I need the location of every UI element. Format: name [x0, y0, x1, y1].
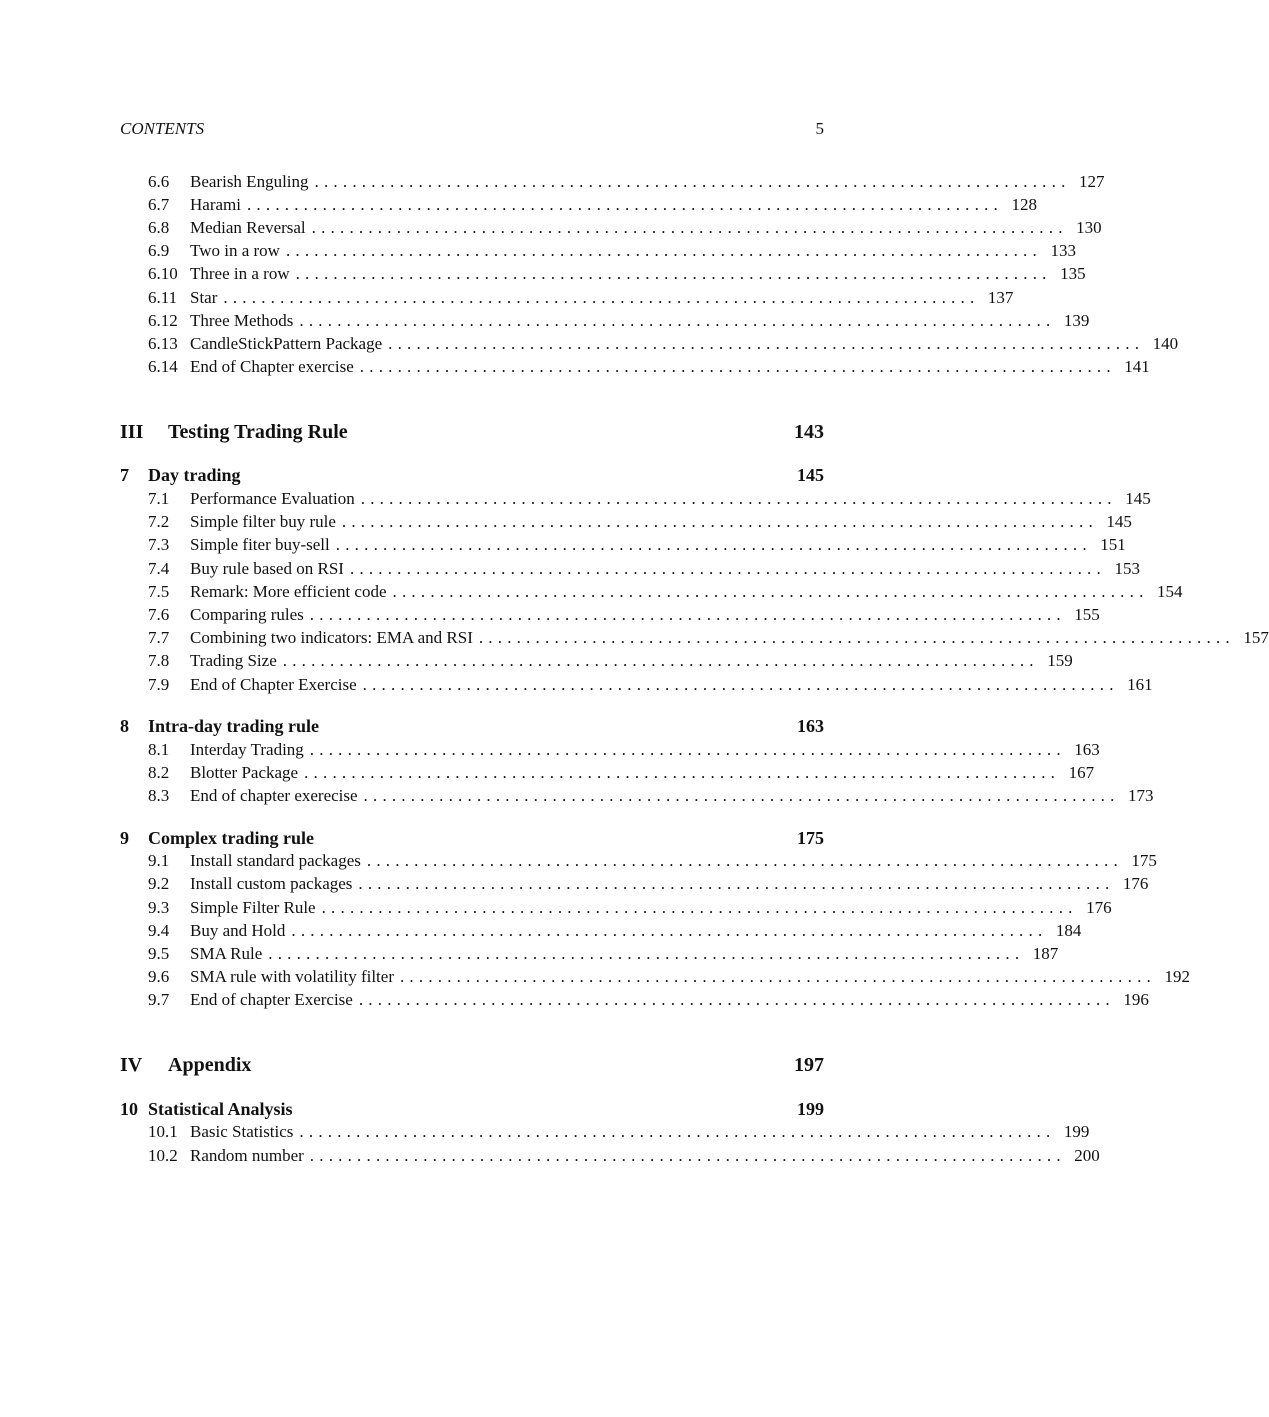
- toc-section-entry[interactable]: [120, 919, 1082, 942]
- dot-leader: ................................................................................: [309, 605, 1066, 624]
- dot-leader: ................................................................................: [223, 287, 980, 307]
- dot-leader: ................................................................................: [388, 333, 1145, 353]
- entry-page-number: 133: [1050, 241, 1076, 261]
- entry-page-number: 145: [797, 465, 824, 486]
- dot-leader: ................................................................................: [341, 512, 1098, 532]
- entry-number: 7: [120, 465, 129, 486]
- entry-title: CandleStickPattern Package: [190, 333, 383, 353]
- entry-title: Random number: [190, 1145, 304, 1165]
- entry-page-number: 145: [1106, 512, 1132, 532]
- toc-section-entry[interactable]: [120, 1144, 1100, 1167]
- dot-leader: ................................................................................: [268, 944, 1025, 964]
- toc-section-entry[interactable]: [120, 309, 1090, 332]
- entry-title: Intra-day trading rule: [148, 716, 319, 737]
- entry-number: 7.5: [148, 581, 170, 601]
- entry-page-number: 153: [1114, 558, 1140, 578]
- entry-number: 7.8: [148, 651, 170, 671]
- toc-chapter-entry[interactable]: [120, 827, 824, 850]
- header-title: CONTENTS: [120, 119, 205, 138]
- entry-number: 8.1: [148, 739, 170, 759]
- entry-number: 6.9: [148, 241, 170, 261]
- entry-number: 8: [120, 716, 129, 737]
- entry-page-number: 200: [1074, 1145, 1100, 1165]
- entry-title: Simple filter buy rule: [190, 512, 336, 532]
- dot-leader: ................................................................................: [392, 581, 1149, 601]
- toc-section-entry[interactable]: [120, 534, 1126, 557]
- table-of-contents: [120, 170, 1269, 1167]
- entry-title: Performance Evaluation: [190, 489, 355, 509]
- entry-number: 7.2: [148, 512, 170, 532]
- entry-title: SMA Rule: [190, 944, 263, 964]
- entry-page-number: 175: [1131, 851, 1157, 871]
- entry-page-number: 155: [1074, 605, 1100, 624]
- entry-number: 7.1: [148, 489, 170, 509]
- entry-title: Comparing rules: [190, 605, 304, 624]
- entry-page-number: 140: [1152, 333, 1179, 353]
- entry-title: Blotter Package: [190, 762, 299, 782]
- header-page-number: 5: [815, 119, 824, 138]
- entry-title: Remark: More efficient code: [190, 581, 387, 601]
- toc-section-entry[interactable]: [120, 989, 1149, 1012]
- entry-number: 9: [120, 827, 129, 848]
- toc-section-entry[interactable]: [120, 627, 1269, 650]
- entry-page-number: 159: [1047, 651, 1073, 671]
- entry-page-number: 128: [1011, 194, 1037, 214]
- toc-section-entry[interactable]: [120, 738, 1100, 761]
- dot-leader: ................................................................................: [349, 558, 1106, 578]
- toc-section-entry[interactable]: [120, 873, 1149, 896]
- entry-page-number: 199: [797, 1098, 824, 1119]
- dot-leader: ................................................................................: [246, 194, 1003, 214]
- entry-page-number: 175: [797, 827, 824, 848]
- entry-number: IV: [120, 1054, 143, 1077]
- entry-title: Complex trading rule: [148, 827, 314, 848]
- dot-leader: ................................................................................: [360, 489, 1117, 509]
- entry-number: 7.6: [148, 605, 170, 624]
- entry-number: 9.3: [148, 897, 170, 917]
- entry-title: End of Chapter exercise: [190, 357, 354, 377]
- entry-number: 7.4: [148, 558, 170, 578]
- entry-number: III: [120, 420, 144, 443]
- dot-leader: ................................................................................: [363, 786, 1120, 806]
- entry-page-number: 151: [1100, 535, 1126, 555]
- entry-page-number: 154: [1157, 581, 1183, 601]
- entry-title: Bearish Enguling: [190, 171, 309, 191]
- dot-leader: ................................................................................: [358, 990, 1115, 1010]
- toc-section-entry[interactable]: [120, 286, 1014, 309]
- running-header: [120, 119, 824, 139]
- entry-number: 7.7: [148, 628, 170, 648]
- dot-leader: ................................................................................: [399, 967, 1156, 987]
- entry-number: 9.1: [148, 851, 170, 871]
- entry-title: Simple Filter Rule: [190, 897, 316, 917]
- entry-number: 8.2: [148, 762, 170, 782]
- toc-part-entry[interactable]: [120, 1054, 824, 1078]
- entry-number: 6.7: [148, 194, 170, 214]
- dot-leader: ................................................................................: [366, 851, 1123, 871]
- toc-section-entry[interactable]: [120, 850, 1157, 873]
- entry-title: End of Chapter Exercise: [190, 674, 357, 694]
- entry-title: Three Methods: [190, 310, 294, 330]
- entry-number: 8.3: [148, 786, 170, 806]
- dot-leader: ................................................................................: [321, 897, 1078, 917]
- entry-number: 10.2: [148, 1145, 178, 1165]
- entry-title: Trading Size: [190, 651, 277, 671]
- entry-title: Install custom packages: [190, 874, 353, 894]
- toc-section-entry[interactable]: [120, 603, 1100, 626]
- entry-number: 10.1: [148, 1122, 178, 1142]
- toc-section-entry[interactable]: [120, 761, 1095, 784]
- entry-number: 9.4: [148, 920, 170, 940]
- entry-number: 9.6: [148, 967, 170, 987]
- toc-chapter-entry[interactable]: [120, 464, 824, 487]
- dot-leader: ................................................................................: [358, 874, 1115, 894]
- entry-page-number: 173: [1128, 786, 1154, 806]
- entry-page-number: 141: [1124, 357, 1150, 377]
- toc-section-entry[interactable]: [120, 896, 1112, 919]
- toc-section-entry[interactable]: [120, 557, 1140, 580]
- entry-title: Median Reversal: [190, 217, 306, 237]
- dot-leader: ................................................................................: [282, 651, 1039, 671]
- entry-title: Day trading: [148, 465, 241, 486]
- toc-chapter-entry[interactable]: [120, 715, 824, 738]
- entry-number: 9.7: [148, 990, 170, 1010]
- toc-section-entry[interactable]: [120, 1121, 1090, 1144]
- entry-title: Statistical Analysis: [148, 1098, 293, 1119]
- toc-part-entry[interactable]: [120, 420, 824, 444]
- toc-section-entry[interactable]: [120, 966, 1190, 989]
- entry-page-number: 176: [1086, 897, 1112, 917]
- entry-number: 6.12: [148, 310, 178, 330]
- entry-title: SMA rule with volatility filter: [190, 967, 394, 987]
- toc-section-entry[interactable]: [120, 942, 1059, 965]
- entry-page-number: 187: [1032, 944, 1059, 964]
- entry-title: End of chapter exerecise: [190, 786, 358, 806]
- entry-title: Simple fiter buy-sell: [190, 535, 330, 555]
- toc-section-entry[interactable]: [120, 263, 1086, 286]
- entry-page-number: 139: [1063, 310, 1090, 330]
- entry-number: 6.13: [148, 333, 178, 353]
- entry-page-number: 161: [1127, 674, 1153, 694]
- entry-page-number: 196: [1123, 990, 1149, 1010]
- entry-page-number: 192: [1164, 967, 1190, 987]
- entry-title: Interday Trading: [190, 739, 304, 759]
- entry-title: Buy rule based on RSI: [190, 558, 344, 578]
- entry-page-number: 167: [1068, 762, 1095, 782]
- toc-section-entry[interactable]: [120, 170, 1105, 193]
- entry-title: Buy and Hold: [190, 920, 286, 940]
- entry-number: 6.8: [148, 217, 170, 237]
- toc-section-entry[interactable]: [120, 650, 1073, 673]
- entry-page-number: 135: [1060, 264, 1086, 284]
- entry-page-number: 163: [797, 716, 824, 737]
- entry-page-number: 137: [987, 287, 1014, 307]
- entry-number: 6.6: [148, 171, 170, 191]
- entry-title: Appendix: [168, 1054, 252, 1077]
- entry-title: Three in a row: [190, 264, 290, 284]
- entry-number: 6.11: [148, 287, 178, 307]
- entry-page-number: 157: [1243, 628, 1269, 648]
- dot-leader: ................................................................................: [309, 739, 1066, 759]
- dot-leader: ................................................................................: [295, 264, 1052, 284]
- toc-section-entry[interactable]: [120, 356, 1150, 379]
- toc-section-entry[interactable]: [120, 487, 1151, 510]
- entry-title: Basic Statistics: [190, 1122, 294, 1142]
- entry-title: Star: [190, 287, 218, 307]
- entry-page-number: 176: [1122, 874, 1149, 894]
- entry-title: End of chapter Exercise: [190, 990, 353, 1010]
- dot-leader: ................................................................................: [335, 535, 1092, 555]
- entry-page-number: 197: [794, 1054, 824, 1077]
- entry-title: Testing Trading Rule: [168, 420, 348, 443]
- dot-leader: ................................................................................: [311, 217, 1068, 237]
- toc-section-entry[interactable]: [120, 332, 1179, 355]
- toc-section-entry[interactable]: [120, 216, 1102, 239]
- dot-leader: ................................................................................: [478, 628, 1235, 648]
- toc-section-entry[interactable]: [120, 673, 1153, 696]
- toc-section-entry[interactable]: [120, 785, 1154, 808]
- entry-page-number: 143: [794, 420, 824, 443]
- entry-number: 7.3: [148, 535, 170, 555]
- dot-leader: ................................................................................: [309, 1145, 1066, 1165]
- dot-leader: ................................................................................: [299, 1122, 1056, 1142]
- entry-number: 6.14: [148, 357, 178, 377]
- entry-page-number: 163: [1074, 739, 1100, 759]
- entry-page-number: 184: [1055, 920, 1082, 940]
- dot-leader: ................................................................................: [359, 357, 1116, 377]
- entry-number: 7.9: [148, 674, 170, 694]
- entry-number: 9.2: [148, 874, 170, 894]
- entry-number: 6.10: [148, 264, 178, 284]
- dot-leader: ................................................................................: [299, 310, 1056, 330]
- dot-leader: ................................................................................: [304, 762, 1061, 782]
- entry-title: Combining two indicators: EMA and RSI: [190, 628, 473, 648]
- entry-page-number: 145: [1125, 489, 1151, 509]
- dot-leader: ................................................................................: [362, 674, 1119, 694]
- toc-section-entry[interactable]: [120, 580, 1183, 603]
- entry-page-number: 199: [1063, 1122, 1090, 1142]
- entry-title: Harami: [190, 194, 241, 214]
- entry-title: Install standard packages: [190, 851, 361, 871]
- toc-section-entry[interactable]: [120, 240, 1076, 263]
- toc-section-entry[interactable]: [120, 511, 1132, 534]
- toc-section-entry[interactable]: [120, 193, 1037, 216]
- entry-title: Two in a row: [190, 241, 280, 261]
- dot-leader: ................................................................................: [285, 241, 1042, 261]
- entry-page-number: 127: [1079, 171, 1105, 191]
- entry-page-number: 130: [1076, 217, 1102, 237]
- dot-leader: ................................................................................: [291, 920, 1048, 940]
- entry-number: 9.5: [148, 944, 170, 964]
- dot-leader: ................................................................................: [314, 171, 1071, 191]
- toc-chapter-entry[interactable]: [120, 1098, 824, 1121]
- entry-number: 10: [120, 1098, 138, 1119]
